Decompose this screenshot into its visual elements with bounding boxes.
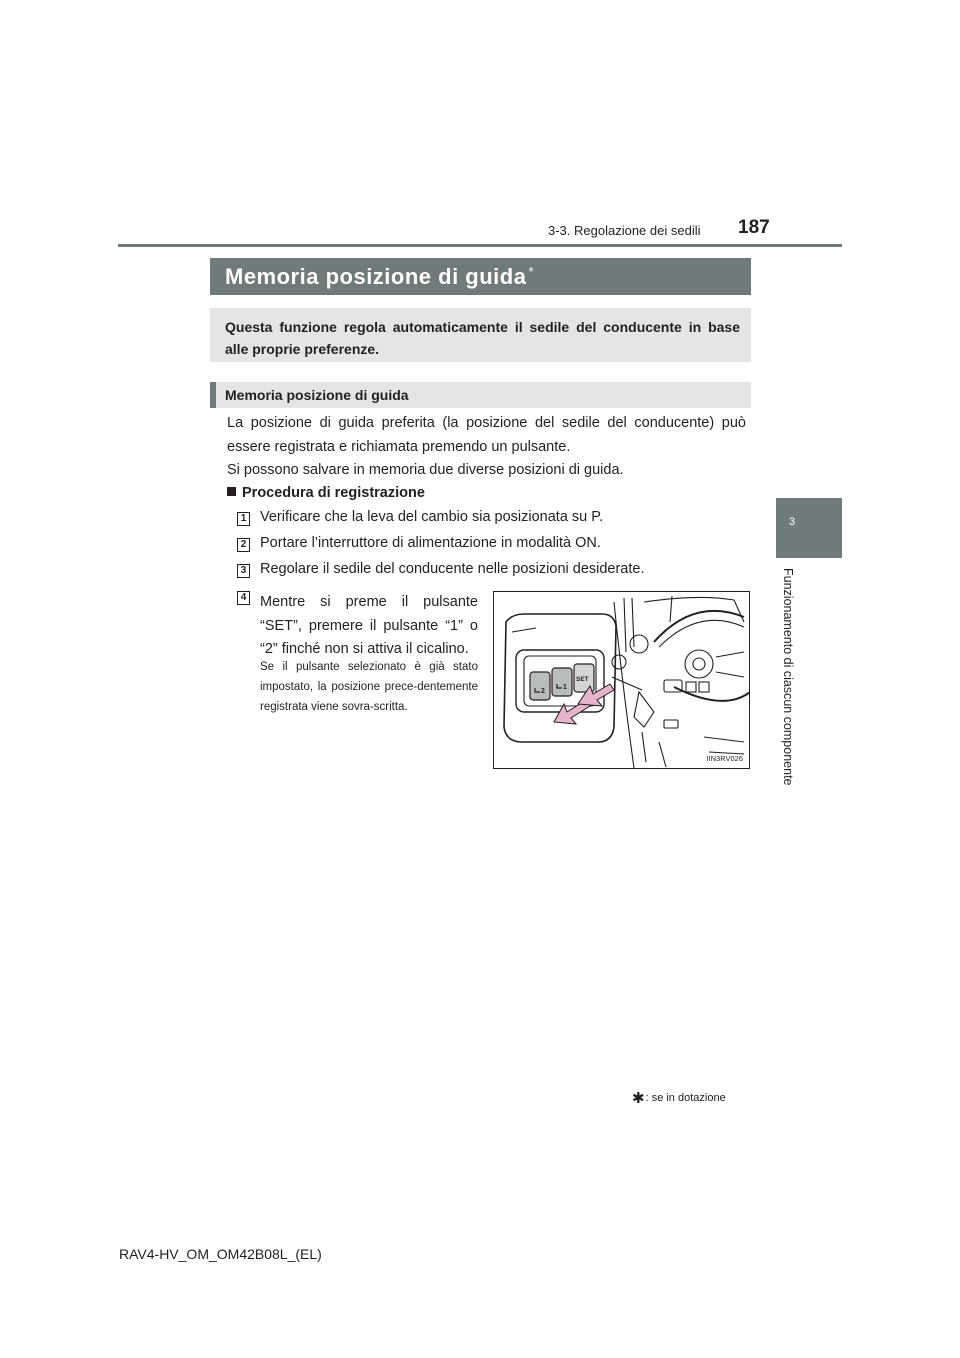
button-set-label: SET bbox=[576, 676, 589, 683]
intro-box bbox=[210, 308, 751, 362]
button-1-label: 1 bbox=[563, 684, 567, 691]
paragraph-1: La posizione di guida preferita (la posizione del sedile del conducente) può essere registrata e richiamata premendo un pulsante. bbox=[227, 415, 746, 455]
procedure-heading bbox=[227, 485, 425, 501]
step-number-3: 3 bbox=[237, 564, 250, 578]
step-number-1: 1 bbox=[237, 512, 250, 526]
chapter-title-vertical bbox=[781, 568, 809, 798]
footnote bbox=[632, 1089, 726, 1107]
section-title-bar bbox=[210, 258, 751, 295]
step-4-note: Se il pulsante selezionato è già stato impostato, la posizione prece-dentemente registrata viene sovra-scritta. bbox=[260, 661, 478, 713]
square-bullet-icon bbox=[227, 487, 236, 496]
section-title-text: Memoria posizione di guida bbox=[225, 264, 527, 289]
chapter-number: 3 bbox=[789, 516, 796, 528]
header-divider bbox=[118, 244, 842, 247]
intro-text: Questa funzione regola automaticamente il sedile del conducente in base alle proprie preferenze. bbox=[225, 319, 740, 357]
optional-marker: * bbox=[528, 264, 535, 279]
subsection-bar bbox=[210, 382, 751, 408]
page-number: 187 bbox=[738, 217, 770, 238]
procedure-heading-text: Procedura di registrazione bbox=[242, 485, 425, 501]
step-text-3: Regolare il sedile del conducente nelle posizioni desiderate. bbox=[260, 561, 645, 577]
section-title bbox=[225, 264, 534, 290]
chapter-title: Funzionamento di ciascun componente bbox=[781, 568, 795, 786]
memory-button-illustration bbox=[493, 591, 750, 769]
subsection-title: Memoria posizione di guida bbox=[225, 387, 409, 403]
asterisk-icon: ✱ bbox=[632, 1090, 645, 1107]
step-text-1: Verificare che la leva del cambio sia posizionata su P. bbox=[260, 509, 604, 525]
figure-code: IIN3RV026 bbox=[706, 754, 743, 763]
paragraph-2: Si possono salvare in memoria due diverse posizioni di guida. bbox=[227, 462, 624, 478]
illustration-svg bbox=[494, 592, 750, 769]
footer-document-code: RAV4-HV_OM_OM42B08L_(EL) bbox=[119, 1246, 322, 1262]
step-number-4: 4 bbox=[237, 591, 250, 605]
footnote-text: : se in dotazione bbox=[645, 1092, 726, 1104]
step-number-2: 2 bbox=[237, 538, 250, 552]
step-text-4: Mentre si preme il pulsante “SET”, premere il pulsante “1” o “2” finché non si attiva il cicalino. bbox=[260, 594, 478, 657]
chapter-tab bbox=[776, 498, 842, 558]
button-2-label: 2 bbox=[541, 688, 545, 695]
step-text-2: Portare l’interruttore di alimentazione in modalità ON. bbox=[260, 535, 601, 551]
header-section-title: 3-3. Regolazione dei sedili bbox=[548, 223, 701, 238]
